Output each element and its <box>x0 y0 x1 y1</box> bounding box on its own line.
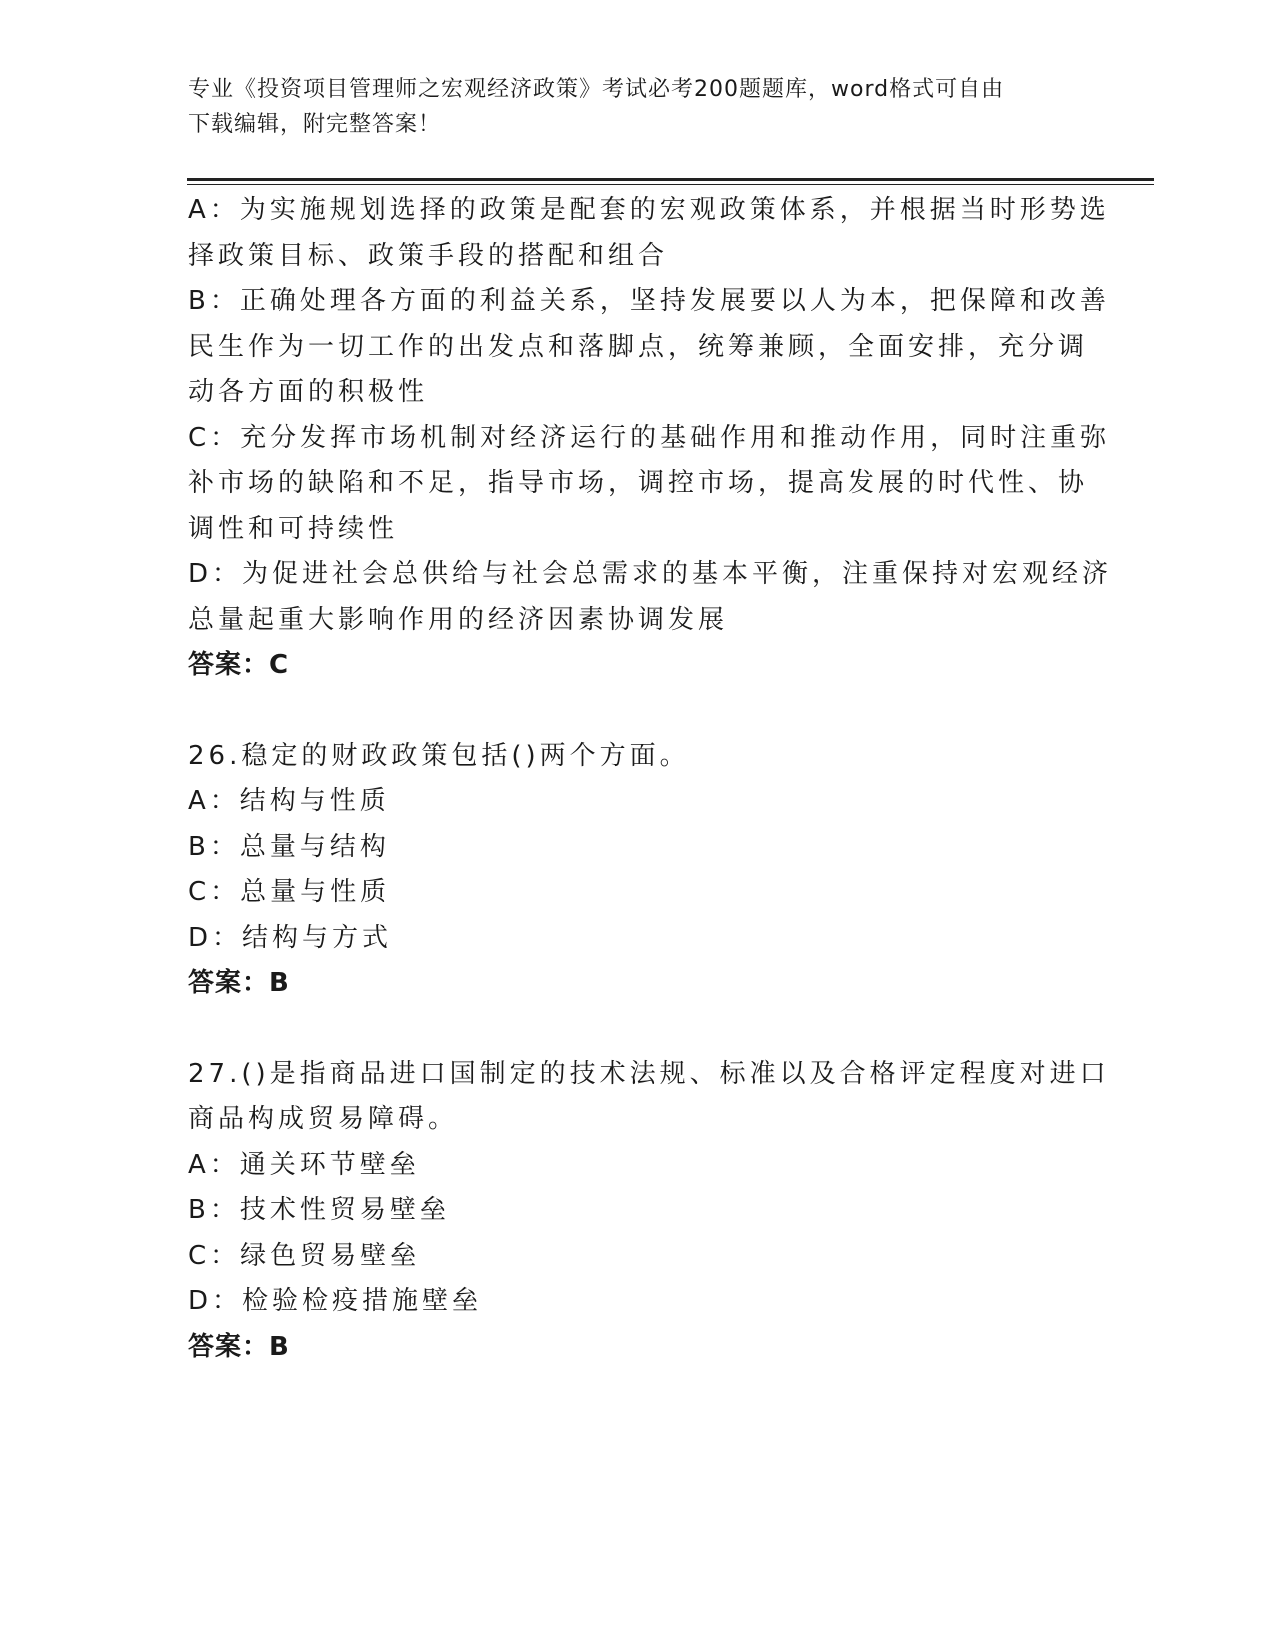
option-line: A：为实施规划选择的政策是配套的宏观政策体系，并根据当时形势选 <box>188 195 1110 225</box>
q26-option-d: D：结构与方式 <box>188 922 393 953</box>
header-divider-thin <box>187 184 1154 185</box>
question-25-block <box>188 188 1113 689</box>
q27-option-a: A：通关环节壁垒 <box>188 1149 420 1180</box>
q25-option-c <box>188 416 1111 553</box>
option-line: D：为促进社会总供给与社会总需求的基本平衡，注重保持对宏观经济 <box>188 559 1113 589</box>
q25-option-a <box>188 188 1110 279</box>
q27-question-line: 27.()是指商品进口国制定的技术法规、标准以及合格评定程度对进口 <box>188 1058 1110 1089</box>
option-line: 民生作为一切工作的出发点和落脚点，统筹兼顾，全面安排，充分调 <box>188 331 1089 362</box>
question-27-block <box>188 1052 1110 1371</box>
option-line: 补市场的缺陷和不足，指导市场，调控市场，提高发展的时代性、协 <box>188 468 1089 498</box>
q27-option-b: B：技术性贸易壁垒 <box>188 1195 450 1225</box>
option-line: B：正确处理各方面的利益关系，坚持发展要以人为本，把保障和改善 <box>188 286 1110 316</box>
q26-question: 26.稳定的财政政策包括()两个方面。 <box>188 740 690 771</box>
q26-option-a: A：结构与性质 <box>188 786 390 816</box>
header-line-1: 专业《投资项目管理师之宏观经济政策》考试必考200题题库，word格式可自由 <box>188 77 1005 102</box>
option-line: C：充分发挥市场机制对经济运行的基础作用和推动作用，同时注重弥 <box>188 422 1111 453</box>
document-header <box>188 72 1068 142</box>
q27-answer: 答案：B <box>188 1331 290 1362</box>
option-line: 动各方面的积极性 <box>188 377 429 407</box>
header-divider-thick <box>187 178 1154 181</box>
q27-question-line: 商品构成贸易障碍。 <box>188 1104 459 1134</box>
header-line-2: 下载编辑，附完整答案！ <box>188 112 442 137</box>
question-26-block <box>188 734 1088 1007</box>
q25-option-b <box>188 279 1110 416</box>
option-line: 择政策目标、政策手段的搭配和组合 <box>188 240 669 271</box>
document-body <box>188 188 1113 1370</box>
option-line: 调性和可持续性 <box>188 513 399 544</box>
q27-option-d: D：检验检疫措施壁垒 <box>188 1286 483 1316</box>
q26-answer: 答案：B <box>188 968 290 998</box>
option-line: 总量起重大影响作用的经济因素协调发展 <box>188 604 729 635</box>
q26-option-c: C：总量与性质 <box>188 877 391 907</box>
q25-answer: 答案：C <box>188 650 290 680</box>
q25-option-d <box>188 552 1113 643</box>
q27-option-c: C：绿色贸易壁垒 <box>188 1240 421 1271</box>
q26-option-b: B：总量与结构 <box>188 831 390 862</box>
